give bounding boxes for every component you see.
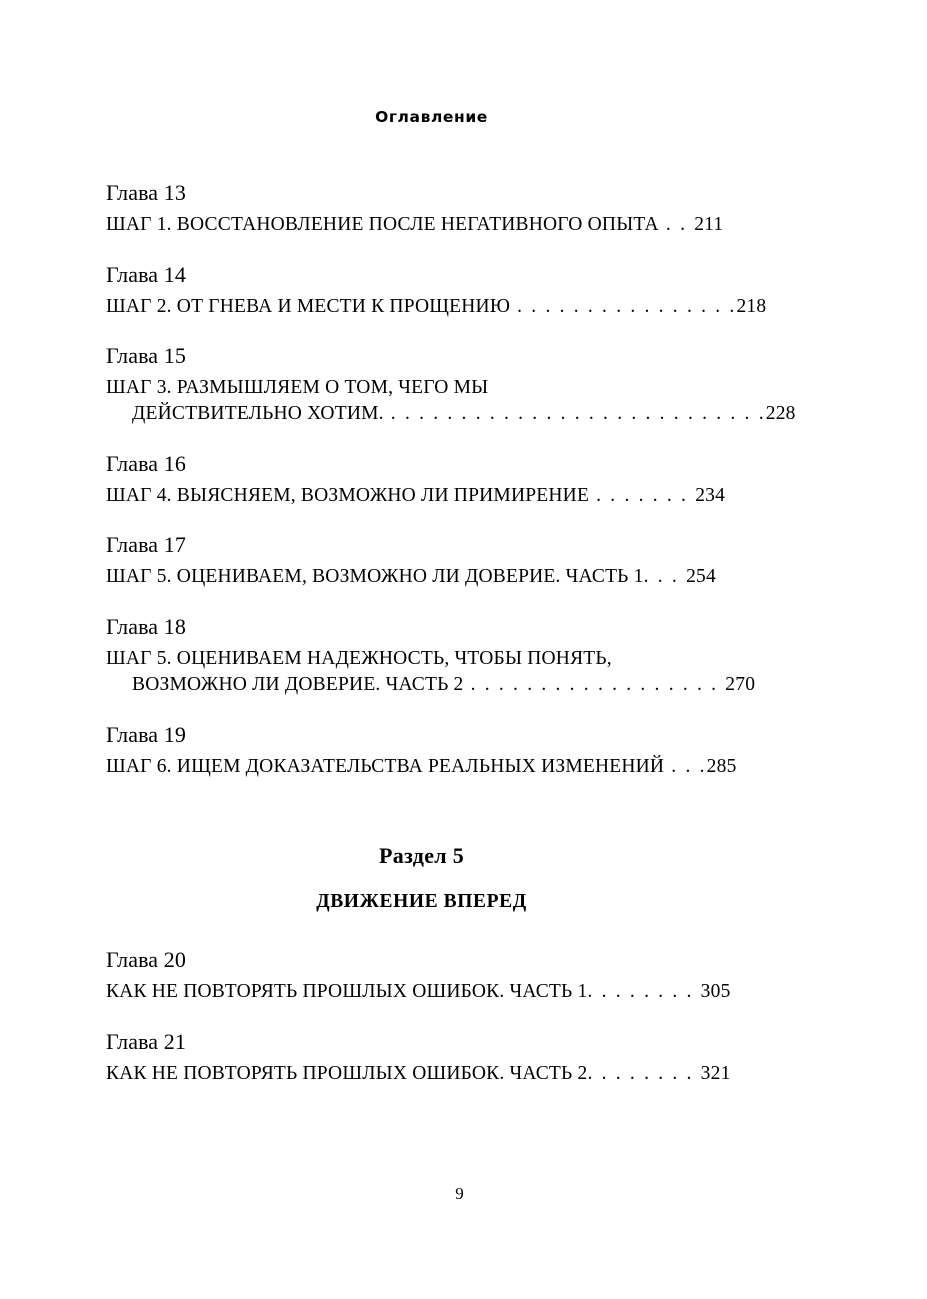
- page-number: 218: [736, 295, 767, 317]
- toc-entry[interactable]: [106, 722, 757, 780]
- chapter-label: Глава 17: [106, 532, 186, 558]
- running-head: Оглавление: [375, 108, 488, 126]
- title-text: КАК НЕ ПОВТОРЯТЬ ПРОШЛЫХ ОШИБОК. ЧАСТЬ 2: [106, 1062, 588, 1084]
- page-number: 234: [695, 484, 726, 506]
- section-number: Раздел 5: [378, 843, 465, 869]
- toc-entry[interactable]: [106, 947, 757, 1005]
- title-line: [106, 294, 767, 320]
- title-line: [106, 375, 757, 401]
- title-text: ДЕЙСТВИТЕЛЬНО ХОТИМ.: [132, 403, 384, 425]
- page-number: 254: [686, 566, 716, 588]
- title-line: [106, 646, 757, 672]
- chapter-label: Глава 15: [106, 343, 186, 369]
- title-text: ВОЗМОЖНО ЛИ ДОВЕРИЕ. ЧАСТЬ 2: [132, 673, 464, 695]
- title-line: [106, 672, 757, 698]
- title-text: ШАГ 5. ОЦЕНИВАЕМ НАДЕЖНОСТЬ, ЧТОБЫ ПОНЯТЬ,: [106, 648, 612, 670]
- leader-dots: . . . . . . . . . . . . . . . . . . . . . . . . . . .: [383, 403, 766, 425]
- chapter-title-row: [106, 294, 767, 320]
- title-text: ШАГ 5. ОЦЕНИВАЕМ, ВОЗМОЖНО ЛИ ДОВЕРИЕ. ЧАСТЬ 1: [106, 566, 644, 588]
- leader-dots: . . .: [643, 566, 687, 588]
- toc-entry[interactable]: [106, 532, 757, 590]
- toc-entry[interactable]: [106, 614, 757, 697]
- chapter-title-row: [106, 483, 757, 509]
- title-line: [106, 212, 757, 238]
- toc-list: [106, 180, 796, 1087]
- page-number: 285: [706, 755, 737, 777]
- chapter-label: Глава 13: [106, 180, 186, 205]
- leader-dots: . . .: [664, 755, 707, 777]
- chapter-label: Глава 16: [106, 450, 186, 476]
- toc-entry[interactable]: [106, 261, 767, 320]
- chapter-label: Глава 21: [106, 1028, 186, 1054]
- title-text: ШАГ 2. ОТ ГНЕВА И МЕСТИ К ПРОЩЕНИЮ: [106, 295, 511, 317]
- chapter-label: Глава 19: [106, 721, 186, 747]
- section-title: ДВИЖЕНИЕ ВПЕРЕД: [316, 891, 527, 913]
- page-number: 270: [725, 673, 756, 695]
- leader-dots: . . . . . . . . . . . . . . . .: [510, 295, 737, 317]
- chapter-title-row: [106, 564, 757, 590]
- toc-entry[interactable]: [106, 343, 796, 426]
- toc-entry[interactable]: [106, 1029, 757, 1087]
- toc-entry[interactable]: [106, 180, 757, 238]
- leader-dots: . .: [658, 213, 695, 235]
- title-text: КАК НЕ ПОВТОРЯТЬ ПРОШЛЫХ ОШИБОК. ЧАСТЬ 1: [106, 981, 588, 1003]
- leader-dots: . . . . . . . .: [587, 981, 701, 1003]
- title-line: [106, 1061, 757, 1087]
- title-line: [106, 754, 757, 780]
- section-heading: [106, 843, 757, 913]
- title-text: ШАГ 6. ИЩЕМ ДОКАЗАТЕЛЬСТВА РЕАЛЬНЫХ ИЗМЕНЕНИЙ: [106, 755, 665, 777]
- page-number: 321: [700, 1062, 731, 1084]
- chapter-title-row: [106, 1061, 757, 1087]
- page-number: 305: [700, 981, 731, 1003]
- chapter-label: Глава 18: [106, 614, 186, 640]
- chapter-title-row: [106, 646, 757, 697]
- title-line: [106, 564, 757, 590]
- chapter-label: Глава 14: [106, 261, 186, 287]
- title-line: [106, 401, 796, 427]
- title-text: ШАГ 1. ВОССТАНОВЛЕНИЕ ПОСЛЕ НЕГАТИВНОГО ОПЫТА: [106, 213, 659, 235]
- chapter-title-row: [106, 212, 757, 238]
- leader-dots: . . . . . . . .: [587, 1062, 701, 1084]
- leader-dots: . . . . . . .: [589, 484, 696, 506]
- chapter-title-row: [106, 375, 796, 426]
- page-number: 211: [694, 213, 724, 235]
- toc-entry[interactable]: [106, 451, 757, 509]
- chapter-label: Глава 20: [106, 947, 186, 973]
- page-folio: 9: [455, 1184, 464, 1203]
- page-number: 228: [765, 403, 796, 425]
- title-text: ШАГ 4. ВЫЯСНЯЕМ, ВОЗМОЖНО ЛИ ПРИМИРЕНИЕ: [106, 484, 590, 506]
- title-line: [106, 483, 757, 509]
- chapter-title-row: [106, 754, 757, 780]
- title-text: ШАГ 3. РАЗМЫШЛЯЕМ О ТОМ, ЧЕГО МЫ: [106, 377, 489, 399]
- leader-dots: . . . . . . . . . . . . . . . . . .: [463, 673, 726, 695]
- title-line: [106, 979, 757, 1005]
- chapter-title-row: [106, 979, 757, 1005]
